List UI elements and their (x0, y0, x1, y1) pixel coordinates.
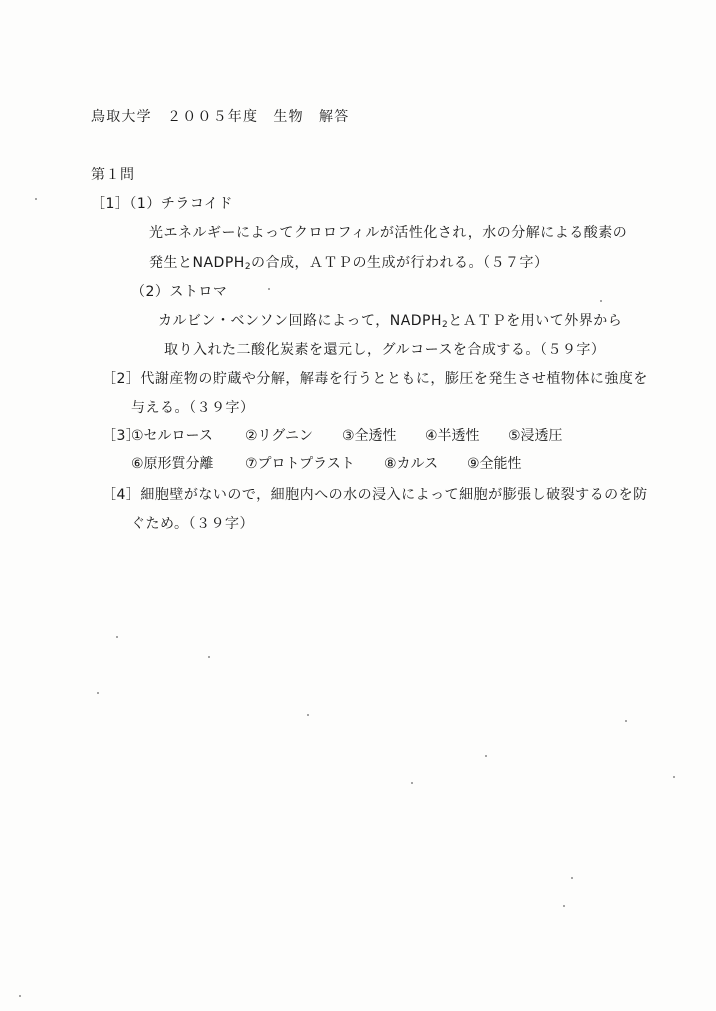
scan-speck (600, 300, 602, 302)
scan-speck (268, 288, 270, 290)
q3-item: ⑦プロトプラスト (245, 456, 355, 472)
scan-speck (35, 198, 37, 200)
q1-1-line2-subscript: 2 (244, 262, 252, 272)
scan-speck (485, 755, 487, 757)
q4-answer-line2: ぐため。（３９字） (131, 516, 254, 532)
scan-speck (673, 776, 675, 778)
q1-2-line1-post: とＡＴＰを用いて外界から (448, 313, 623, 329)
q3-label: ［3］ (102, 428, 141, 444)
scan-speck (307, 714, 309, 716)
q1-1-line2-post: の合成，ＡＴＰの生成が行われる。（５７字） (251, 255, 549, 271)
q2-answer-line1: ［2］代謝産物の貯蔵や分解，解毒を行うとともに，膨圧を発生させ植物体に強度を (102, 371, 648, 387)
q1-2-answer-line1 (158, 312, 622, 334)
q4-answer-line1: ［4］細胞壁がないので，細胞内への水の浸入によって細胞が膨張し破裂するのを防 (102, 487, 648, 503)
q3-item: ⑨全能性 (467, 456, 522, 472)
scan-speck (411, 782, 413, 784)
q3-item: ⑥原形質分離 (131, 456, 214, 472)
q3-item: ④半透性 (425, 428, 480, 444)
scan-speck (563, 905, 565, 907)
q3-item: ③全透性 (342, 428, 397, 444)
q1-2-line1-subscript: 2 (442, 320, 449, 330)
q3-item: ①セルロース (131, 428, 213, 444)
q1-2-label: （2）ストロマ (131, 284, 228, 300)
q1-2-answer-line2: 取り入れた二酸化炭素を還元し，グルコースを合成する。（５９字） (164, 342, 606, 358)
q3-item: ②リグニン (245, 428, 313, 444)
scan-speck (208, 656, 210, 658)
scan-speck (571, 877, 573, 879)
question-heading: 第１問 (91, 167, 135, 183)
q2-answer-line2: 与える。（３９字） (131, 400, 255, 416)
scan-speck (116, 636, 118, 638)
q1-1-answer-line1: 光エネルギーによってクロロフィルが活性化され，水の分解による酸素の (149, 225, 628, 241)
document-title: 鳥取大学 ２００５年度 生物 解答 (91, 109, 350, 125)
scan-speck (625, 720, 627, 722)
q3-item: ⑧カルス (384, 456, 439, 472)
scan-speck (19, 995, 21, 997)
q1-1-line2-pre: 発生とNADPH (149, 255, 245, 271)
q1-2-line1-pre: カルビン・ベンソン回路によって，NADPH (158, 313, 443, 329)
q1-1-answer-line2 (149, 254, 549, 276)
q3-item: ⑤浸透圧 (508, 428, 563, 444)
scan-speck (97, 692, 99, 694)
q1-label: ［1］（1）チラコイド (91, 196, 233, 212)
